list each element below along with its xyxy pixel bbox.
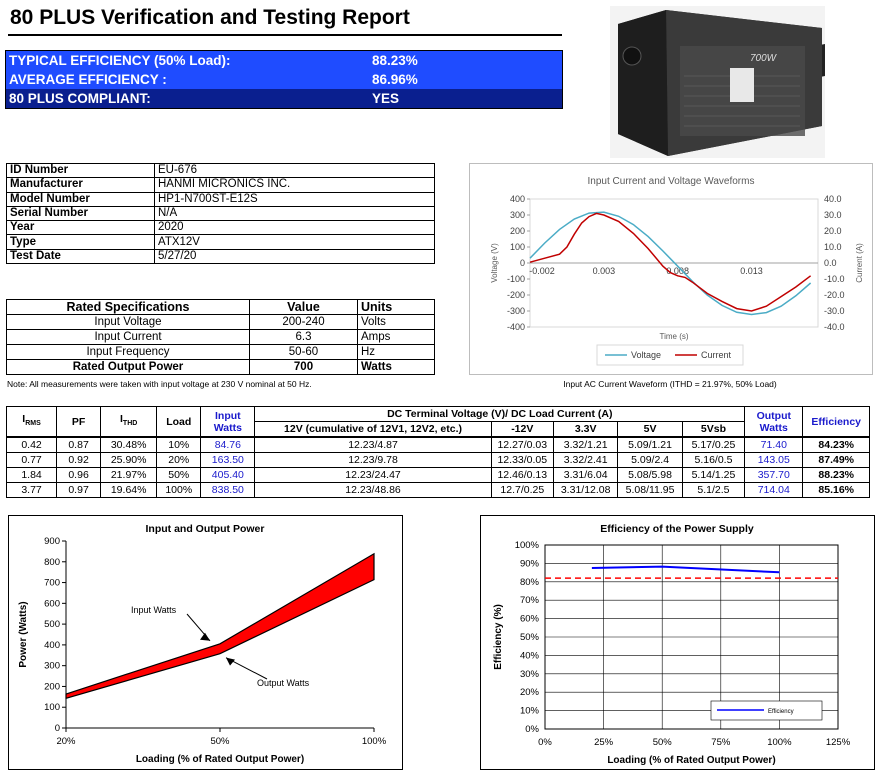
y-tick-label: 100	[44, 702, 60, 714]
rated-cell: Input Frequency	[7, 345, 250, 360]
y2-axis-label: Current (A)	[855, 243, 864, 283]
legend-label: Efficiency	[768, 709, 794, 715]
y-tick-label: 100%	[514, 540, 539, 551]
dc-cell: 12.23/4.87	[255, 437, 491, 453]
x-tick-label: 0.008	[666, 266, 689, 276]
dc-cell: 12.27/0.03	[491, 437, 553, 453]
y-tick-label: -200	[506, 290, 525, 300]
dc-cell: 25.90%	[101, 453, 157, 468]
y-tick-label: 90%	[519, 558, 539, 570]
dc-cell: 10%	[157, 437, 201, 453]
dc-cell: 357.70	[745, 468, 803, 483]
y2-tick-label: -30.0	[824, 306, 845, 316]
summary-label: 80 PLUS COMPLIANT:	[9, 91, 151, 106]
compliant-row	[6, 89, 562, 108]
dc-cell: 12.7/0.25	[491, 483, 553, 498]
y-tick-label: 0	[54, 723, 60, 734]
rated-cell: Hz	[358, 345, 435, 360]
y-tick-label: 500	[44, 619, 60, 631]
y-tick-label: 900	[44, 536, 60, 547]
x-tick-label: 0.013	[740, 266, 763, 276]
waveform-caption: Input AC Current Waveform (ITHD = 21.97%, 50% Load)	[563, 379, 777, 389]
id-value: N/A	[155, 206, 435, 220]
y-tick-label: 10%	[519, 705, 539, 717]
v5-header: 5V	[618, 422, 682, 438]
id-key: Model Number	[7, 192, 155, 206]
y-tick-label: 300	[509, 210, 525, 220]
dc-cell: 12.33/0.05	[491, 453, 553, 468]
dc-cell: 3.77	[7, 483, 57, 498]
ithd-header: $I_{THD}$	[101, 407, 157, 438]
title-underline	[8, 34, 562, 36]
id-row	[7, 249, 435, 263]
efficiency-line	[592, 567, 780, 573]
id-row	[7, 178, 435, 192]
dc-cell: 0.97	[57, 483, 101, 498]
series-line-current	[530, 213, 811, 311]
efficiency-chart	[480, 515, 875, 770]
dc-cell: 3.31/6.04	[553, 468, 617, 483]
y-tick-label: -400	[506, 322, 525, 332]
legend-label: Current	[701, 350, 732, 360]
dc-cell: 84.23%	[803, 437, 870, 453]
measurement-note: Note: All measurements were taken with input voltage at 230 V nominal at 50 Hz.	[7, 379, 312, 389]
dc-cell: 21.97%	[101, 468, 157, 483]
dc-cell: 0.77	[7, 453, 57, 468]
y2-tick-label: -40.0	[824, 322, 845, 332]
y-axis-label: Voltage (V)	[490, 243, 499, 283]
dc-cell: 3.32/2.41	[553, 453, 617, 468]
x-tick-label: 125%	[825, 737, 851, 748]
y-tick-label: 0	[519, 258, 525, 268]
output-watts-annotation: Output Watts	[257, 678, 310, 688]
id-value: ATX12V	[155, 235, 435, 249]
power-band	[66, 554, 374, 698]
dc-cell: 19.64%	[101, 483, 157, 498]
y-tick-label: 50%	[519, 632, 539, 643]
id-key: Manufacturer	[7, 178, 155, 192]
id-value: HP1-N700ST-E12S	[155, 192, 435, 206]
output-watts-header: Output Watts	[745, 407, 803, 438]
x-tick-label: 100%	[767, 737, 792, 748]
dc-cell: 30.48%	[101, 437, 157, 453]
y-tick-label: 800	[44, 556, 60, 568]
dc-cell: 50%	[157, 468, 201, 483]
summary-label: TYPICAL EFFICIENCY (50% Load):	[9, 53, 231, 68]
y-tick-label: 40%	[519, 650, 539, 662]
dc-cell: 5.09/2.4	[618, 453, 682, 468]
id-key: ID Number	[7, 164, 155, 178]
typical-efficiency-row	[6, 51, 562, 70]
id-info-table	[6, 163, 435, 264]
x-tick-label: 0.003	[592, 266, 616, 276]
legend-label: Voltage	[631, 350, 662, 360]
x-axis-label: Loading (% of Rated Output Power)	[607, 755, 776, 766]
pf-header: PF	[57, 407, 101, 438]
y-tick-label: 600	[44, 598, 60, 610]
x-axis-label: Time (s)	[659, 332, 689, 341]
dc-cell: 12.23/24.47	[255, 468, 491, 483]
y-tick-label: 100	[509, 242, 525, 252]
y2-tick-label: -20.0	[824, 290, 845, 300]
rated-header-value: Value	[250, 300, 358, 315]
y-tick-label: 0%	[525, 724, 539, 735]
x-tick-label: 25%	[594, 737, 614, 748]
average-efficiency-row	[6, 70, 562, 89]
dc-cell: 12.23/9.78	[255, 453, 491, 468]
rated-cell: 6.3	[250, 330, 358, 345]
y-tick-label: 20%	[519, 687, 539, 699]
dc-cell: 5.09/1.21	[618, 437, 682, 453]
v5sb-header: 5Vsb	[682, 422, 744, 438]
dc-cell: 1.84	[7, 468, 57, 483]
dc-group-header: DC Terminal Voltage (V)/ DC Load Current (A)	[255, 407, 745, 422]
waveform-chart	[469, 163, 873, 375]
input-watts-annotation: Input Watts	[131, 605, 177, 615]
input-watts-header: Input Watts	[201, 407, 255, 438]
x-axis-label: Loading (% of Rated Output Power)	[135, 754, 305, 765]
y-tick-label: 200	[44, 681, 60, 693]
y-tick-label: 400	[44, 639, 60, 651]
dc-load-table	[6, 406, 870, 498]
rated-cell: Amps	[358, 330, 435, 345]
rated-header-spec: Rated Specifications	[7, 300, 250, 315]
id-value: 2020	[155, 221, 435, 235]
vneg12-header: -12V	[491, 422, 553, 438]
x-tick-label: 0%	[538, 737, 552, 748]
dc-cell: 714.04	[745, 483, 803, 498]
dc-row	[7, 483, 870, 498]
dc-cell: 100%	[157, 483, 201, 498]
psu-product-image	[610, 6, 825, 158]
y-tick-label: 700	[44, 577, 60, 589]
id-row	[7, 164, 435, 178]
dc-row	[7, 468, 870, 483]
y2-tick-label: -10.0	[824, 274, 845, 284]
dc-cell: 405.40	[201, 468, 255, 483]
dc-cell: 143.05	[745, 453, 803, 468]
dc-cell: 3.32/1.21	[553, 437, 617, 453]
power-title: Input and Output Power	[145, 523, 265, 535]
id-value: HANMI MICRONICS INC.	[155, 178, 435, 192]
x-tick-label: 20%	[56, 736, 76, 747]
rated-cell: Volts	[358, 315, 435, 330]
dc-cell: 0.92	[57, 453, 101, 468]
y2-tick-label: 30.0	[824, 210, 842, 220]
efficiency-header: Efficiency	[803, 407, 870, 438]
y-tick-label: 300	[44, 660, 60, 672]
id-key: Year	[7, 221, 155, 235]
dc-cell: 838.50	[201, 483, 255, 498]
rated-cell: Watts	[358, 360, 435, 375]
rated-header-units: Units	[358, 300, 435, 315]
input-arrowhead	[200, 633, 210, 641]
y-tick-label: 400	[509, 194, 525, 204]
x-tick-label: 75%	[711, 737, 731, 748]
dc-cell: 87.49%	[803, 453, 870, 468]
rated-cell: 50-60	[250, 345, 358, 360]
rated-cell: Input Current	[7, 330, 250, 345]
dc-row	[7, 437, 870, 453]
dc-row	[7, 453, 870, 468]
x-tick-label: 50%	[652, 737, 672, 748]
irms-header: $I_{RMS}$	[7, 407, 57, 438]
dc-cell: 84.76	[201, 437, 255, 453]
x-tick-label: 100%	[361, 736, 387, 747]
rated-cell: 200-240	[250, 315, 358, 330]
rated-cell: Input Voltage	[7, 315, 250, 330]
y-tick-label: 200	[509, 226, 525, 236]
y-tick-label: 80%	[519, 576, 539, 588]
y-axis-label: Efficiency (%)	[493, 604, 504, 670]
dc-cell: 88.23%	[803, 468, 870, 483]
dc-cell: 5.14/1.25	[682, 468, 744, 483]
y-axis-label: Power (Watts)	[18, 601, 29, 668]
dc-cell: 12.46/0.13	[491, 468, 553, 483]
photo-label: 700W	[750, 53, 777, 64]
summary-box	[5, 50, 563, 109]
dc-cell: 0.42	[7, 437, 57, 453]
dc-cell: 3.31/12.08	[553, 483, 617, 498]
rated-cell: Rated Output Power	[7, 360, 250, 375]
dc-cell: 5.16/0.5	[682, 453, 744, 468]
x-tick-label: -0.002	[529, 266, 555, 276]
y-tick-label: -300	[506, 306, 525, 316]
dc-cell: 12.23/48.86	[255, 483, 491, 498]
id-row	[7, 235, 435, 249]
dc-cell: 5.1/2.5	[682, 483, 744, 498]
dc-cell: 71.40	[745, 437, 803, 453]
y2-tick-label: 20.0	[824, 226, 842, 236]
x-tick-label: 50%	[210, 736, 230, 747]
rated-specs-table	[6, 299, 435, 375]
dc-cell: 0.87	[57, 437, 101, 453]
id-value: EU-676	[155, 164, 435, 178]
summary-value: 86.96%	[372, 72, 418, 87]
y-tick-label: 60%	[519, 613, 539, 625]
id-value: 5/27/20	[155, 249, 435, 263]
y-tick-label: -100	[506, 274, 525, 284]
dc-cell: 5.08/11.95	[618, 483, 682, 498]
load-header: Load	[157, 407, 201, 438]
id-row	[7, 221, 435, 235]
dc-cell: 20%	[157, 453, 201, 468]
id-key: Type	[7, 235, 155, 249]
y2-tick-label: 40.0	[824, 194, 842, 204]
dc-cell: 5.08/5.98	[618, 468, 682, 483]
id-row	[7, 192, 435, 206]
v12-header: 12V (cumulative of 12V1, 12V2, etc.)	[255, 422, 491, 438]
y-tick-label: 30%	[519, 668, 539, 680]
dc-cell: 85.16%	[803, 483, 870, 498]
v33-header: 3.3V	[553, 422, 617, 438]
dc-cell: 0.96	[57, 468, 101, 483]
id-row	[7, 206, 435, 220]
wave-title: Input Current and Voltage Waveforms	[587, 176, 755, 187]
summary-value: 88.23%	[372, 53, 418, 68]
y-tick-label: 70%	[519, 595, 539, 607]
page-title: 80 PLUS Verification and Testing Report	[10, 6, 410, 29]
summary-value: YES	[372, 91, 400, 106]
efficiency-title: Efficiency of the Power Supply	[600, 523, 754, 535]
summary-label: AVERAGE EFFICIENCY :	[9, 72, 167, 87]
rated-cell: 700	[250, 360, 358, 375]
id-key: Serial Number	[7, 206, 155, 220]
dc-cell: 163.50	[201, 453, 255, 468]
y2-tick-label: 10.0	[824, 242, 842, 252]
y2-tick-label: 0.0	[824, 258, 837, 268]
power-chart	[8, 515, 403, 770]
dc-cell: 5.17/0.25	[682, 437, 744, 453]
id-key: Test Date	[7, 249, 155, 263]
